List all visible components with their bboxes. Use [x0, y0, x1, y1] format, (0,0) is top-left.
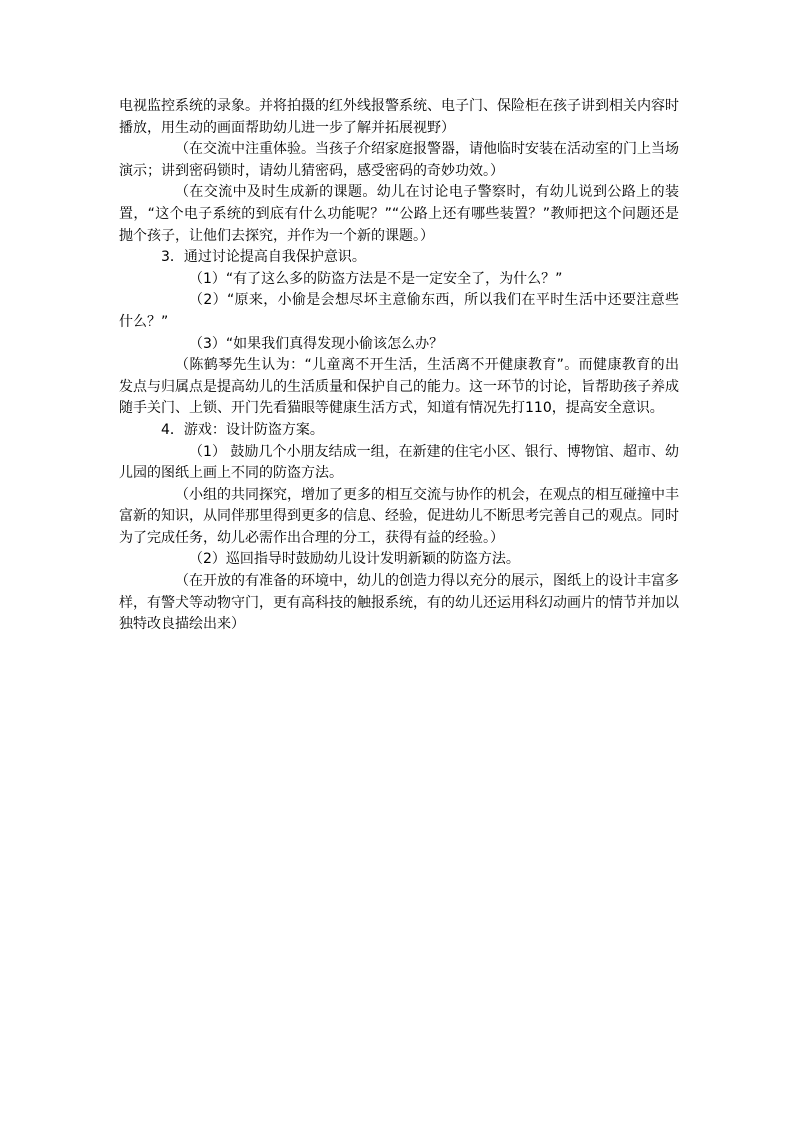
paragraph-note-health-education: （陈鹤琴先生认为：“儿童离不开生活，生活离不开健康教育”。而健康教育的出发点与归属点是提高幼儿的生活质量和保护自己的能力。这一环节的讨论，旨帮助孩子养成随手关门、上锁、开门先看猫眼等健康生活方式，知道有情况先打110，提高安全意识。 — [119, 357, 679, 417]
paragraph-note-creativity: （在开放的有准备的环境中，幼儿的创造力得以充分的展示，图纸上的设计丰富多样，有警犬等动物守门，更有高科技的触报系统，有的幼儿还运用科幻动画片的情节并加以独特改良描绘出来） — [119, 573, 679, 633]
paragraph-monitoring-footage: 电视监控系统的录象。并将拍摄的红外线报警系统、电子门、保险柜在孩子讲到相关内容时播放，用生动的画面帮助幼儿进一步了解并拓展视野） — [119, 98, 679, 136]
game-item-1: （1） 鼓励几个小朋友结成一组，在新建的住宅小区、银行、博物馆、超市、幼儿园的图纸上画上不同的防盗方法。 — [119, 443, 679, 482]
section-heading-3: 3．通过讨论提高自我保护意识。 — [161, 249, 366, 266]
paragraph-note-experience: （在交流中注重体验。当孩子介绍家庭报警器，请他临时安装在活动室的门上当场演示；讲到密码锁时，请幼儿猜密码，感受密码的奇妙功效。） — [119, 141, 679, 179]
question-item-2: （2）“原来，小偷是会想尽坏主意偷东西，所以我们在平时生活中还要注意些什么？” — [119, 292, 679, 330]
section-heading-4: 4．游戏：设计防盗方案。 — [161, 421, 324, 438]
game-item-2: （2）巡回指导时鼓励幼儿设计发明新颖的防盗方法。 — [189, 551, 520, 568]
question-item-3: （3）“如果我们真得发现小偷该怎么办？ — [189, 335, 444, 352]
document-body — [119, 96, 679, 636]
question-item-1: （1）“有了这么多的防盗方法是不是一定安全了，为什么？” — [189, 270, 563, 287]
paragraph-note-group-work: （小组的共同探究，增加了更多的相互交流与协作的机会，在观点的相互碰撞中丰富新的知识，从同伴那里得到更多的信息、经验，促进幼儿不断思考完善自己的观点。同时为了完成任务，幼儿必需作出合理的分工，获得有益的经验。） — [119, 486, 679, 546]
paragraph-note-new-topic: （在交流中及时生成新的课题。幼儿在讨论电子警察时，有幼儿说到公路上的装置，“这个电子系统的到底有什么功能呢？”“公路上还有哪些装置？”教师把这个问题还是抛个孩子，让他们去探究，并作为一个新的课题。） — [119, 184, 679, 244]
